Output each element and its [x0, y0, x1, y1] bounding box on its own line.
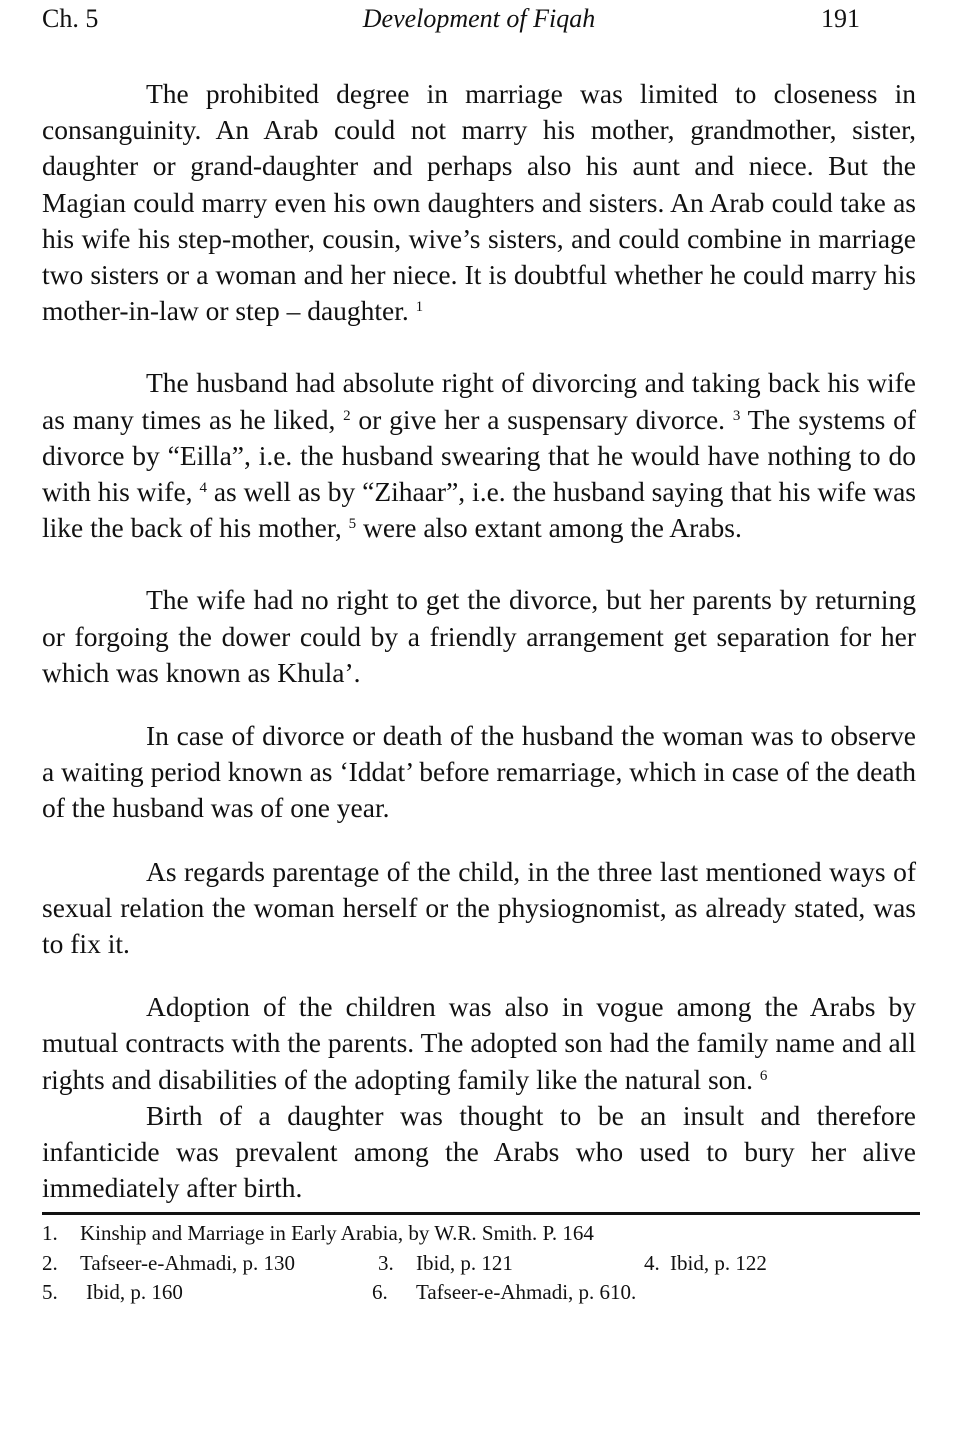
footnote-text: Ibid, p. 121: [416, 1250, 513, 1275]
footnote: [42, 1249, 295, 1279]
paragraph-text: The wife had no right to get the divorce, but her parents by returning or forgoing the dower could by a friendly arrangement get separation for her which was known as Khula’.: [42, 584, 916, 688]
paragraph-text: The prohibited degree in marriage was limited to closeness in consanguinity. An Arab could not marry his mother, grandmother, sister, daughter or grand-daughter and perhaps also his aunt and niece. But the Magian could marry even his own daughters and sisters. An Arab could take as his wife his step-mother, cousin, wive’s sisters, and could combine in marriage two sisters or a woman and her niece. It is doubtful whether he could marry his mother-in-law or step – daughter.: [42, 78, 916, 327]
footnote: [42, 1278, 183, 1308]
footnote-number: 5.: [42, 1280, 58, 1305]
paragraph-text: Birth of a daughter was thought to be an insult and therefore infanticide was prevalent among the Arabs who used to bury her alive immediately after birth.: [42, 1099, 916, 1204]
footnote-number: 1.: [42, 1221, 58, 1246]
paragraph: [42, 76, 916, 329]
footnote-text: Ibid, p. 160: [86, 1280, 183, 1305]
paragraph: [42, 854, 916, 963]
paragraph: [42, 718, 916, 827]
footnote-number: 2.: [42, 1250, 58, 1275]
footnote: [372, 1278, 636, 1308]
paragraph-text: As regards parentage of the child, in the three last mentioned ways of sexual relation the woman herself or the physiognomist, as already stated, was to fix it.: [42, 855, 916, 960]
footnote: [378, 1249, 513, 1279]
footnote-marker: 5: [348, 516, 357, 533]
paragraph: [42, 365, 916, 546]
footnote-row: [42, 1219, 916, 1249]
paragraph-text: The systems of divorce by “Eilla”, i.e. the husband swearing that he would have nothing to do with his wife,: [42, 403, 916, 508]
page-number: 191: [821, 4, 860, 33]
footnote-marker: 2: [343, 407, 351, 424]
chapter-label: Ch. 5: [42, 4, 99, 33]
paragraph-text: or give her a suspensary divorce.: [350, 403, 733, 435]
footnote: [644, 1249, 767, 1279]
footnote-marker: 1: [415, 299, 424, 316]
book-page: [42, 0, 916, 1308]
running-title: Development of Fiqah: [362, 4, 596, 33]
footnote-divider: [42, 1212, 920, 1215]
footnote-number: 6.: [372, 1280, 388, 1305]
paragraph-text: were also extant among the Arabs.: [356, 512, 742, 544]
running-header: [42, 0, 916, 44]
footnote-row: [42, 1249, 916, 1279]
footnote-text: Tafseer-e-Ahmadi, p. 130: [80, 1250, 296, 1275]
footnotes: [42, 1219, 916, 1308]
paragraph-text: Adoption of the children was also in vogue among the Arabs by mutual contracts with the parents. The adopted son had the family name and all rights and disabilities of the adopting family like the natural son.: [42, 991, 916, 1095]
footnote-marker: 3: [732, 407, 741, 424]
paragraph: [42, 989, 916, 1098]
footnote: [42, 1219, 594, 1249]
paragraph: [42, 1098, 916, 1207]
footnote-text: Kinship and Marriage in Early Arabia, by W.R. Smith. P. 164: [80, 1221, 594, 1246]
paragraph: [42, 582, 916, 691]
paragraph-text: In case of divorce or death of the husband the woman was to observe a waiting period known as ‘Iddat’ before remarriage, which in case of the death of the husband was of one year.: [42, 720, 916, 824]
footnote-marker: 4: [199, 480, 207, 497]
paragraph-text: The husband had absolute right of divorcing and taking back his wife as many times as he liked,: [42, 367, 916, 435]
body-text: [42, 76, 916, 1206]
footnote-number: 4.: [644, 1250, 660, 1275]
footnote-text: Ibid, p. 122: [670, 1250, 767, 1275]
footnote-text: Tafseer-e-Ahmadi, p. 610.: [416, 1280, 637, 1305]
paragraph-text: as well as by “Zihaar”, i.e. the husband saying that his wife was like the back of his mother,: [42, 476, 916, 544]
footnote-marker: 6: [759, 1067, 768, 1084]
footnote-row: [42, 1278, 916, 1308]
footnote-number: 3.: [378, 1250, 394, 1275]
